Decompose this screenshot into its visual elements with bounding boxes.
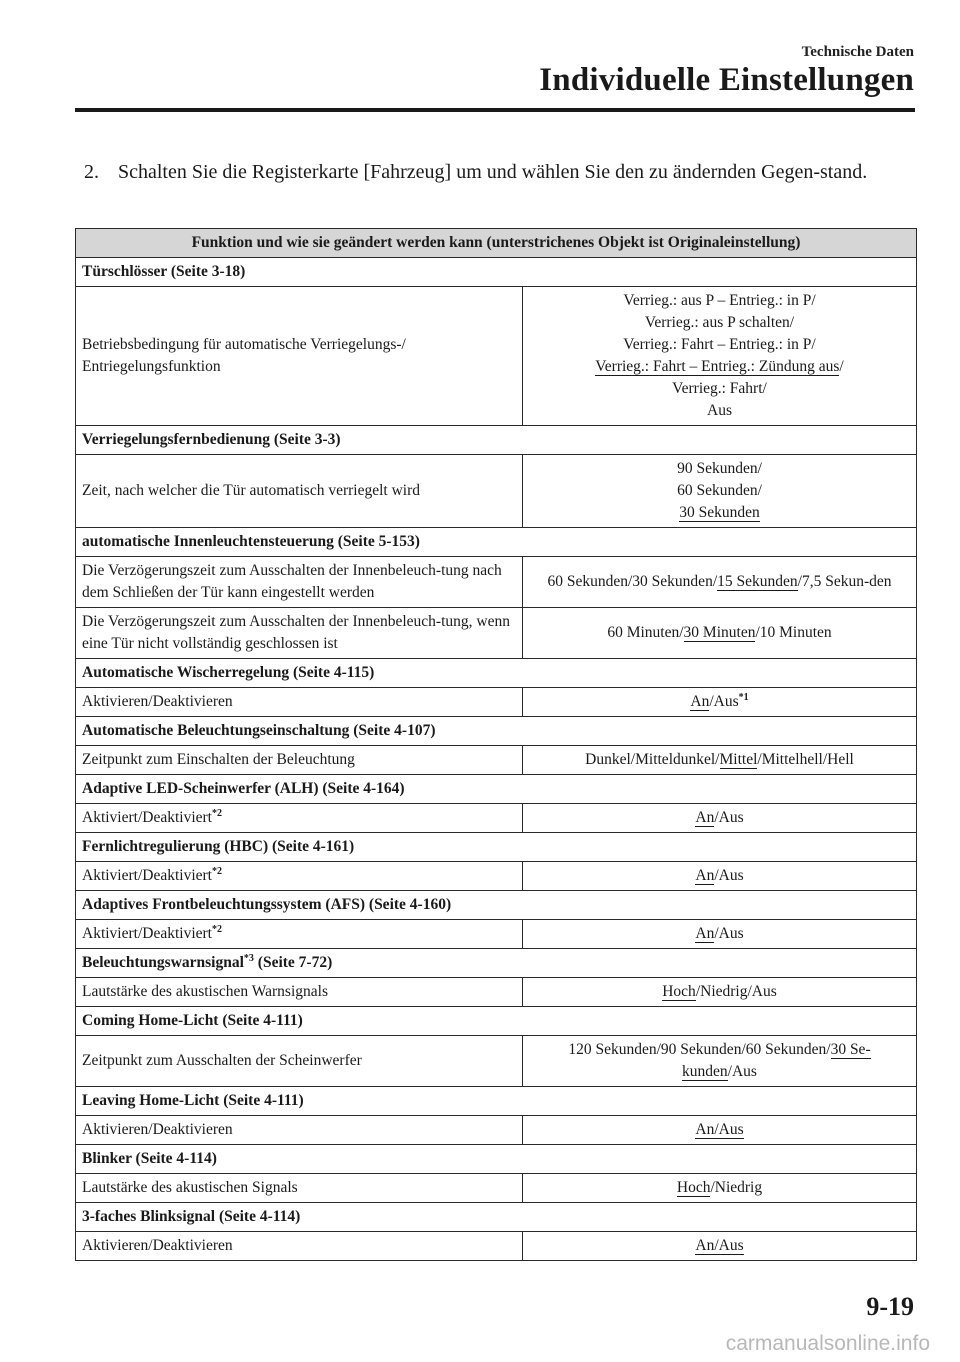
page-title: Individuelle Einstellungen — [539, 62, 914, 98]
step-number: 2. — [84, 161, 99, 183]
option-text: Dunkel/Mitteldunkel/ — [585, 751, 720, 768]
setting-options — [523, 557, 917, 608]
default-option: kunden — [682, 1063, 728, 1080]
section-row: Fernlichtregulierung (HBC) (Seite 4-161) — [76, 833, 917, 862]
section-row: automatische Innenleuchtensteuerung (Seite 5-153) — [76, 528, 917, 557]
option-text: /Aus — [714, 867, 744, 884]
setting-options — [523, 287, 917, 426]
section-row: Türschlösser (Seite 3-18) — [76, 258, 917, 287]
section-row: Automatische Beleuchtungseinschaltung (Seite 4-107) — [76, 717, 917, 746]
footnote-ref: *3 — [243, 952, 254, 964]
default-option: 15 Sekunden — [717, 573, 798, 590]
default-option: 30 Sekunden — [679, 504, 760, 521]
option-separator: / — [839, 358, 844, 375]
section-row — [76, 949, 917, 978]
option-text: 60 Minuten/ — [607, 624, 684, 641]
setting-options — [523, 862, 917, 891]
option-line: 90 Sekunden/ — [677, 460, 762, 477]
option-line — [529, 502, 910, 524]
settings-table — [75, 228, 917, 1261]
section-row: 3-faches Blinksignal (Seite 4-114) — [76, 1203, 917, 1232]
option-line: Verrieg.: aus P schalten/ — [644, 314, 795, 331]
setting-description — [76, 920, 523, 949]
option-text: 60 Sekunden/30 Sekunden/ — [547, 573, 718, 590]
page-number: 9-19 — [866, 1292, 914, 1321]
watermark: carmanualsonline.info — [725, 1332, 930, 1355]
option-text: /Aus — [727, 1063, 757, 1080]
setting-description — [76, 804, 523, 833]
option-text: 120 Sekunden/90 Sekunden/60 Sekunden/ — [568, 1041, 831, 1058]
setting-options — [523, 1174, 917, 1203]
default-option: 30 Minuten — [683, 624, 756, 641]
section-label: Technische Daten — [801, 44, 914, 60]
option-text: /Aus — [709, 693, 739, 710]
step-text: Schalten Sie die Registerkarte [Fahrzeug] um und wählen Sie den zu ändernden Gegen-stand. — [118, 161, 868, 183]
default-option: An/Aus — [695, 1237, 744, 1254]
setting-description: Die Verzögerungszeit zum Ausschalten der Innenbeleuch-tung, wenn eine Tür nicht vollständig geschlossen ist — [76, 608, 523, 659]
section-row: Adaptive LED-Scheinwerfer (ALH) (Seite 4-164) — [76, 775, 917, 804]
default-option: An — [690, 693, 710, 710]
footnote-ref: *1 — [738, 691, 749, 703]
option-text: /7,5 Sekun-den — [797, 573, 892, 590]
setting-options — [523, 920, 917, 949]
option-text: /Niedrig/Aus — [695, 983, 777, 1000]
section-row: Leaving Home-Licht (Seite 4-111) — [76, 1087, 917, 1116]
setting-description — [76, 862, 523, 891]
section-text: Beleuchtungswarnsignal — [82, 954, 244, 971]
description-text: Aktiviert/Deaktiviert — [82, 809, 212, 826]
setting-options — [523, 608, 917, 659]
step-instruction — [84, 158, 914, 187]
option-text: /Aus — [714, 809, 744, 826]
default-option: An/Aus — [695, 1121, 744, 1138]
option-text: /Niedrig — [710, 1179, 763, 1196]
option-line: Verrieg.: Fahrt/ — [672, 380, 767, 397]
section-row: Coming Home-Licht (Seite 4-111) — [76, 1007, 917, 1036]
section-row: Adaptives Frontbeleuchtungssystem (AFS) (Seite 4-160) — [76, 891, 917, 920]
setting-options — [523, 1036, 917, 1087]
description-text: Aktiviert/Deaktiviert — [82, 867, 212, 884]
setting-description: Lautstärke des akustischen Warnsignals — [76, 978, 523, 1007]
table-header: Funktion und wie sie geändert werden kann (unterstrichenes Objekt ist Originaleinstellung) — [76, 229, 917, 258]
section-text: (Seite 7-72) — [253, 954, 333, 971]
setting-description: Aktivieren/Deaktivieren — [76, 1116, 523, 1145]
setting-description: Zeit, nach welcher die Tür automatisch verriegelt wird — [76, 455, 523, 528]
setting-options — [523, 688, 917, 717]
default-option: Hoch — [662, 983, 696, 1000]
setting-description: Betriebsbedingung für automatische Verriegelungs-/ Entriegelungsfunktion — [76, 287, 523, 426]
option-text: /Mittelhell/Hell — [757, 751, 854, 768]
default-option: An — [695, 867, 715, 884]
option-line — [529, 1039, 910, 1061]
setting-options — [523, 1232, 917, 1261]
setting-options — [523, 804, 917, 833]
footnote-ref: *2 — [212, 923, 222, 935]
setting-options — [523, 455, 917, 528]
header-rule — [75, 108, 915, 112]
setting-options — [523, 978, 917, 1007]
option-line: 60 Sekunden/ — [677, 482, 762, 499]
option-text: /10 Minuten — [755, 624, 832, 641]
setting-options — [523, 1116, 917, 1145]
option-line — [529, 1061, 910, 1083]
footnote-ref: *2 — [212, 807, 222, 819]
default-option: Hoch — [676, 1179, 711, 1196]
setting-description: Zeitpunkt zum Ausschalten der Scheinwerfer — [76, 1036, 523, 1087]
setting-description: Zeitpunkt zum Einschalten der Beleuchtung — [76, 746, 523, 775]
default-option: 30 Se- — [830, 1041, 871, 1058]
setting-options — [523, 746, 917, 775]
section-row: Verriegelungsfernbedienung (Seite 3-3) — [76, 426, 917, 455]
default-option: Verrieg.: Fahrt – Entrieg.: Zündung aus — [595, 358, 840, 375]
option-text: /Aus — [714, 925, 744, 942]
footnote-ref: *2 — [212, 865, 222, 877]
setting-description: Aktivieren/Deaktivieren — [76, 1232, 523, 1261]
option-line: Verrieg.: Fahrt – Entrieg.: in P/ — [623, 336, 816, 353]
setting-description: Aktivieren/Deaktivieren — [76, 688, 523, 717]
option-line: Aus — [707, 402, 732, 419]
section-row: Automatische Wischerregelung (Seite 4-115) — [76, 659, 917, 688]
description-text: Aktiviert/Deaktiviert — [82, 925, 212, 942]
default-option: An — [695, 925, 715, 942]
default-option: An — [695, 809, 715, 826]
option-line — [529, 356, 910, 378]
option-line: Verrieg.: aus P – Entrieg.: in P/ — [623, 292, 816, 309]
default-option: Mittel — [719, 751, 758, 768]
section-row: Blinker (Seite 4-114) — [76, 1145, 917, 1174]
setting-description: Die Verzögerungszeit zum Ausschalten der Innenbeleuch-tung nach dem Schließen der Tür kann eingestellt werden — [76, 557, 523, 608]
setting-description: Lautstärke des akustischen Signals — [76, 1174, 523, 1203]
